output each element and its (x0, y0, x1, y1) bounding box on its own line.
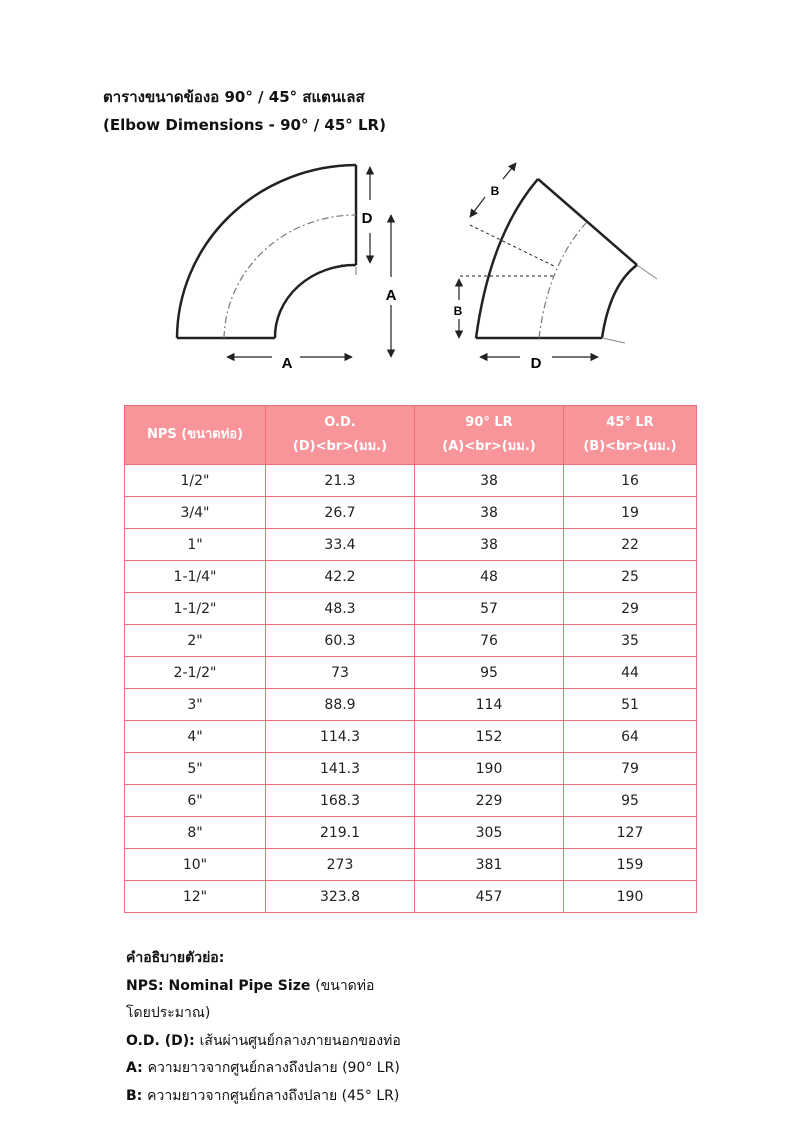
cell-b: 79 (564, 753, 697, 785)
cell-nps: 4" (125, 721, 266, 753)
table-row (125, 881, 697, 913)
cell-a: 38 (415, 497, 564, 529)
header-90-lr: 90° LR (A)<br>(มม.) (415, 406, 564, 465)
elbow-45-inner-arc (602, 265, 637, 338)
cell-nps: 2-1/2" (125, 657, 266, 689)
cell-od: 26.7 (266, 497, 415, 529)
cell-nps: 3/4" (125, 497, 266, 529)
header-nps: NPS (ขนาดท่อ) (125, 406, 266, 465)
cell-a: 38 (415, 529, 564, 561)
cell-a: 381 (415, 849, 564, 881)
cell-nps: 12" (125, 881, 266, 913)
label-b-top: B (490, 184, 500, 198)
title-thai: ตารางขนาดข้องอ 90° / 45° สแตนเลส (103, 88, 365, 106)
cell-b: 22 (564, 529, 697, 561)
table-row (125, 721, 697, 753)
table-row (125, 817, 697, 849)
cell-a: 95 (415, 657, 564, 689)
cell-a: 152 (415, 721, 564, 753)
cell-od: 60.3 (266, 625, 415, 657)
elbow-45-shape (476, 179, 637, 338)
cell-nps: 6" (125, 785, 266, 817)
cell-nps: 1-1/2" (125, 593, 266, 625)
title-english: (Elbow Dimensions - 90° / 45° LR) (103, 116, 386, 134)
label-b-side: B (453, 304, 463, 318)
cell-od: 33.4 (266, 529, 415, 561)
cell-nps: 3" (125, 689, 266, 721)
cell-nps: 8" (125, 817, 266, 849)
cell-b: 29 (564, 593, 697, 625)
elbow-45-ext-line-b (602, 338, 625, 343)
cell-nps: 5" (125, 753, 266, 785)
table-row (125, 785, 697, 817)
cell-od: 219.1 (266, 817, 415, 849)
table-row (125, 625, 697, 657)
abbreviation-notes (126, 945, 456, 1110)
elbow-90-centerline (224, 215, 356, 338)
table-header-row (125, 406, 697, 465)
cell-b: 35 (564, 625, 697, 657)
cell-a: 114 (415, 689, 564, 721)
header-od: O.D. (D)<br>(มม.) (266, 406, 415, 465)
cell-nps: 2" (125, 625, 266, 657)
b-top-arrow-lower (470, 197, 485, 217)
elbow-45-top-edge (538, 179, 637, 265)
cell-od: 48.3 (266, 593, 415, 625)
elbow-dimension-table (124, 405, 697, 913)
cell-a: 457 (415, 881, 564, 913)
elbow-45-ext-line (637, 265, 657, 279)
cell-od: 273 (266, 849, 415, 881)
table-row (125, 689, 697, 721)
label-a-vertical: A (385, 287, 397, 304)
cell-a: 48 (415, 561, 564, 593)
elbow-diagram (120, 155, 700, 380)
table-body (125, 465, 697, 913)
cell-b: 25 (564, 561, 697, 593)
cell-b: 64 (564, 721, 697, 753)
cell-od: 168.3 (266, 785, 415, 817)
table-row (125, 465, 697, 497)
cell-a: 38 (415, 465, 564, 497)
cell-a: 76 (415, 625, 564, 657)
cell-b: 190 (564, 881, 697, 913)
note-a: A: ความยาวจากศูนย์กลางถึงปลาย (90° LR) (126, 1060, 400, 1076)
cell-b: 19 (564, 497, 697, 529)
header-45-lr: 45° LR (B)<br>(มม.) (564, 406, 697, 465)
label-d-90: D (361, 210, 373, 227)
cell-b: 159 (564, 849, 697, 881)
table-row (125, 561, 697, 593)
elbow-45-centerline (539, 223, 586, 338)
page-title (103, 83, 386, 139)
note-nps-cont: โดยประมาณ) (126, 1005, 211, 1021)
note-nps: NPS: Nominal Pipe Size (ขนาดท่อ (126, 977, 375, 994)
table-row (125, 593, 697, 625)
elbow-diagram-svg (120, 155, 700, 380)
cell-od: 141.3 (266, 753, 415, 785)
table-row (125, 529, 697, 561)
cell-od: 88.9 (266, 689, 415, 721)
cell-od: 114.3 (266, 721, 415, 753)
cell-a: 57 (415, 593, 564, 625)
cell-b: 16 (564, 465, 697, 497)
b-top-arrow-upper (503, 163, 516, 179)
cell-b: 51 (564, 689, 697, 721)
cell-nps: 1-1/4" (125, 561, 266, 593)
elbow-90-inner-arc (275, 265, 356, 338)
cell-nps: 1/2" (125, 465, 266, 497)
elbow-45-outer-arc (476, 179, 538, 338)
cell-b: 95 (564, 785, 697, 817)
elbow-90-outer-arc (177, 165, 356, 338)
table-row (125, 849, 697, 881)
cell-od: 73 (266, 657, 415, 689)
cell-a: 229 (415, 785, 564, 817)
note-od: O.D. (D): เส้นผ่านศูนย์กลางภายนอกของท่อ (126, 1032, 401, 1049)
cell-od: 42.2 (266, 561, 415, 593)
label-d-45: D (530, 355, 542, 372)
elbow-90-shape (177, 165, 356, 338)
table-row (125, 497, 697, 529)
cell-nps: 10" (125, 849, 266, 881)
cell-b: 127 (564, 817, 697, 849)
cell-a: 190 (415, 753, 564, 785)
cell-a: 305 (415, 817, 564, 849)
table-row (125, 753, 697, 785)
b-top-dashed (470, 225, 556, 267)
cell-nps: 1" (125, 529, 266, 561)
table-row (125, 657, 697, 689)
note-b: B: ความยาวจากศูนย์กลางถึงปลาย (45° LR) (126, 1087, 400, 1104)
notes-title: คำอธิบายตัวย่อ: (126, 950, 225, 966)
cell-od: 323.8 (266, 881, 415, 913)
label-a-horizontal: A (281, 355, 293, 372)
cell-b: 44 (564, 657, 697, 689)
cell-od: 21.3 (266, 465, 415, 497)
